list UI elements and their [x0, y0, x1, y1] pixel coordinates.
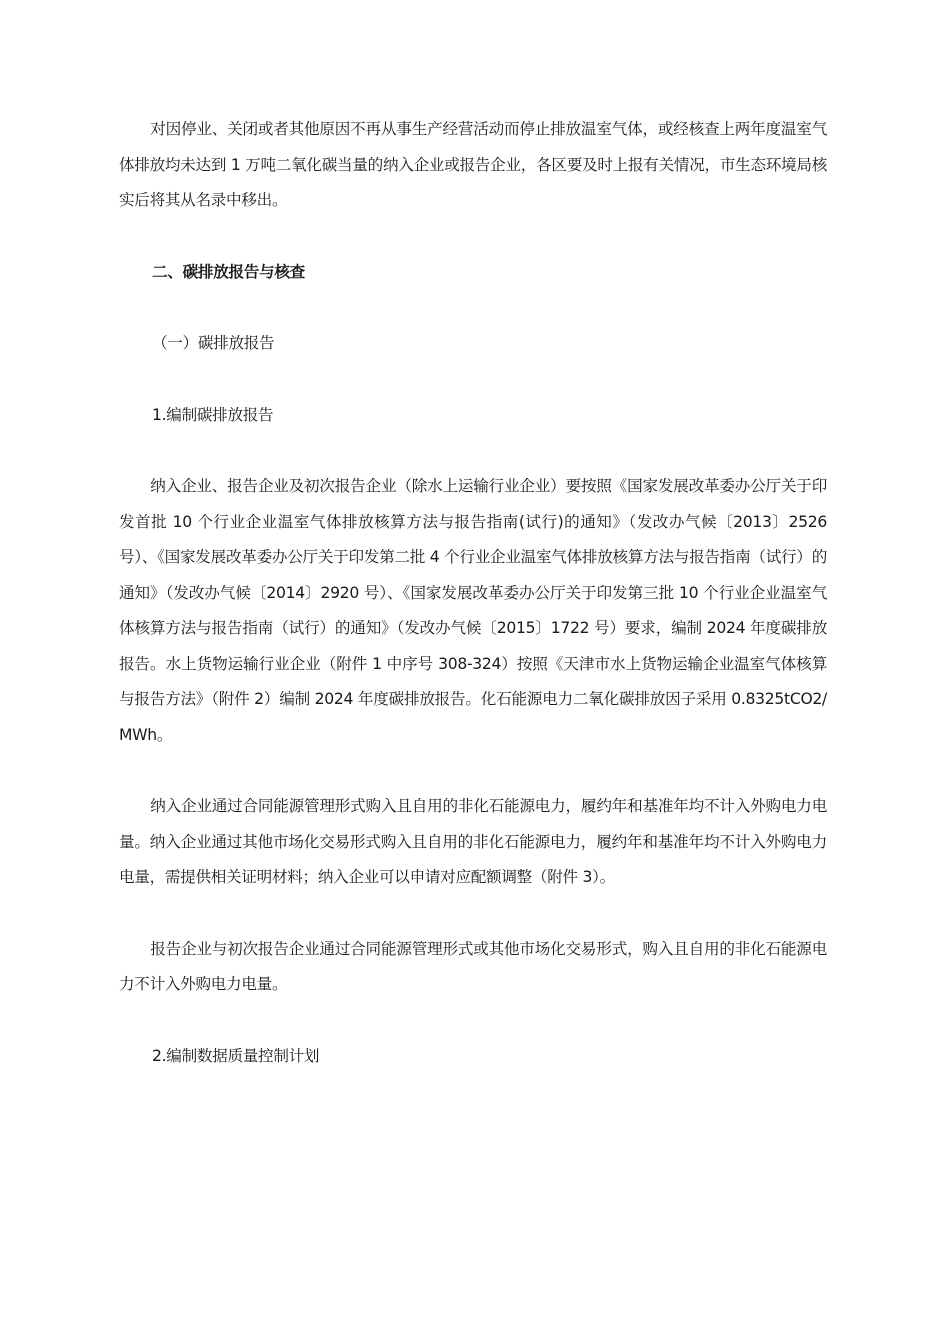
- spacer: [119, 1003, 827, 1039]
- item-heading-quality-control-plan: 2.编制数据质量控制计划: [152, 1046, 320, 1065]
- spacer: [119, 219, 827, 255]
- paragraph-removal-from-list: 对因停业、关闭或者其他原因不再从事生产经营活动而停止排放温室气体，或经核查上两年度温室气体排放均未达到 1 万吨二氧化碳当量的纳入企业或报告企业，各区要及时上报有关情况，市生态环境局核实后将其从名录中移出。: [119, 120, 827, 209]
- spacer: [119, 362, 827, 398]
- subsection-heading-carbon-report: （一）碳排放报告: [152, 334, 275, 352]
- item-heading-compile-report: 1.编制碳排放报告: [152, 405, 274, 424]
- section-heading-carbon-report-verification: 二、碳排放报告与核查: [152, 262, 305, 281]
- spacer: [119, 753, 827, 789]
- spacer: [119, 896, 827, 932]
- paragraph-report-guidelines: 纳入企业、报告企业及初次报告企业（除水上运输行业企业）要按照《国家发展改革委办公厅关于印发首批 10 个行业企业温室气体排放核算方法与报告指南(试行)的通知》（发改办气候〔2013〕2526 号）、《国家发展改革委办公厅关于印发第二批 4 个行业企业温室气体排放核算方法与报告指南（试行）的通知》（发改办气候〔2014〕2920 号）、《国家发展改革委办公厅关于印发第三批 10 个行业企业温室气体核算方法与报告指南（试行）的通知》（发改办气候〔2015〕1722 号）要求，编制 2024 年度碳排放报告。水上货物运输行业企业（附件 1 中序号 308-324）按照《天津市水上货物运输企业温室气体核算与报告方法》（附件 2）编制 2024 年度碳排放报告。化石能源电力二氧化碳排放因子采用 0.8325tCO2/MWh。: [119, 477, 827, 744]
- paragraph-non-fossil-electricity-reporting: 报告企业与初次报告企业通过合同能源管理形式或其他市场化交易形式，购入且自用的非化石能源电力不计入外购电力电量。: [119, 939, 827, 993]
- spacer: [119, 433, 827, 469]
- spacer: [119, 290, 827, 326]
- paragraph-non-fossil-electricity-included: 纳入企业通过合同能源管理形式购入且自用的非化石能源电力，履约年和基准年均不计入外购电力电量。纳入企业通过其他市场化交易形式购入且自用的非化石能源电力，履约年和基准年均不计入外购电力电量，需提供相关证明材料；纳入企业可以申请对应配额调整（附件 3）。: [119, 797, 827, 886]
- document-page: [119, 112, 827, 1074]
